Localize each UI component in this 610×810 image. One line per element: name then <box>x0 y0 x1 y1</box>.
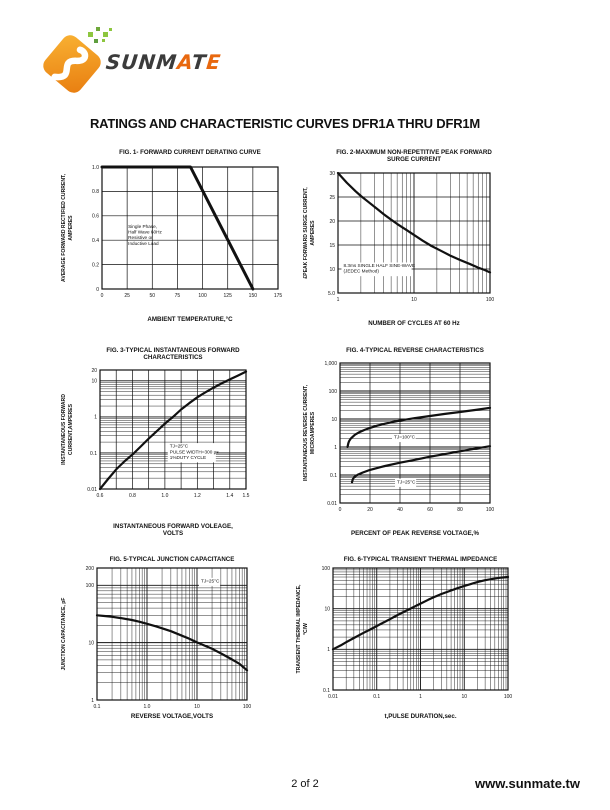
svg-text:CHARACTERISTICS: CHARACTERISTICS <box>143 354 203 361</box>
svg-text:Half Wave 60Hz: Half Wave 60Hz <box>128 229 162 235</box>
svg-text:125: 125 <box>223 293 232 299</box>
fig6-chart-svg <box>293 552 530 722</box>
svg-text:TJ=25°C: TJ=25°C <box>200 578 220 584</box>
svg-text:£PEAK FORWARD SURGE CURRENT,: £PEAK FORWARD SURGE CURRENT, <box>303 187 309 279</box>
svg-text:0.6: 0.6 <box>96 493 104 499</box>
svg-text:10: 10 <box>194 704 200 710</box>
svg-text:100: 100 <box>485 507 495 513</box>
svg-text:0.8: 0.8 <box>128 493 136 499</box>
fig1-chart-svg <box>58 145 296 325</box>
brand-letter: A <box>176 50 194 74</box>
svg-text:AMPERES: AMPERES <box>310 220 316 246</box>
fig5-chart-svg <box>58 552 296 722</box>
figure-5-junction-capacitance-chart <box>58 552 296 727</box>
brand-letter: E <box>205 50 223 74</box>
svg-text:30: 30 <box>329 170 335 177</box>
svg-text:10: 10 <box>324 606 330 613</box>
svg-text:20: 20 <box>329 218 335 225</box>
svg-text:100: 100 <box>198 293 207 299</box>
svg-text:75: 75 <box>174 293 181 299</box>
sunmate-logo <box>36 24 256 104</box>
figure-2-peak-forward-surge-current-chart <box>300 145 512 334</box>
svg-text:10: 10 <box>461 694 468 700</box>
svg-text:VOLTS: VOLTS <box>162 530 184 537</box>
svg-text:FIG. 6-TYPICAL TRANSIENT THERM: FIG. 6-TYPICAL TRANSIENT THERMAL IMPEDANCE <box>343 556 498 563</box>
brand-letter: M <box>155 50 179 74</box>
svg-text:1: 1 <box>336 297 340 303</box>
svg-text:1: 1 <box>91 697 94 704</box>
svg-text:FIG. 3-TYPICAL INSTANTANEOUS F: FIG. 3-TYPICAL INSTANTANEOUS FORWARD <box>106 347 240 354</box>
svg-text:0.1: 0.1 <box>323 687 330 694</box>
svg-text:1.4: 1.4 <box>226 493 234 499</box>
svg-text:Single Phase,: Single Phase, <box>128 224 158 229</box>
svg-text:FIG. 1- FORWARD CURRENT DERATI: FIG. 1- FORWARD CURRENT DERATING CURVE <box>119 149 261 156</box>
logo-green-pixels-icon <box>88 27 112 43</box>
svg-text:20: 20 <box>367 507 373 513</box>
svg-text:SURGE CURRENT: SURGE CURRENT <box>387 156 441 163</box>
svg-text:TJ=100°C: TJ=100°C <box>394 434 416 440</box>
sunmate-wordmark <box>105 50 223 74</box>
svg-text:10: 10 <box>329 266 335 273</box>
figure-6-transient-thermal-impedance-chart <box>293 552 530 727</box>
svg-text:1%DUTY CYCLE: 1%DUTY CYCLE <box>169 454 207 460</box>
svg-text:INSTANTANEOUS FORWARD VOLEAGE,: INSTANTANEOUS FORWARD VOLEAGE, <box>113 523 233 530</box>
svg-text:150: 150 <box>248 293 258 299</box>
svg-text:AVERAGE FORWARD RECTIFIED CURR: AVERAGE FORWARD RECTIFIED CURRENT, <box>61 174 67 282</box>
website-url: www.sunmate.tw <box>475 776 580 791</box>
svg-text:0.8: 0.8 <box>92 189 99 196</box>
svg-text:1.0: 1.0 <box>161 493 169 499</box>
svg-text:CURRENT,AMPERES: CURRENT,AMPERES <box>68 404 74 455</box>
svg-text:5.0: 5.0 <box>328 290 335 297</box>
svg-text:1: 1 <box>419 694 422 700</box>
svg-text:0: 0 <box>100 293 104 299</box>
svg-text:AMBIENT TEMPERATURE,°C: AMBIENT TEMPERATURE,°C <box>147 316 233 323</box>
svg-text:FIG. 2-MAXIMUM NON-REPETITIVE: FIG. 2-MAXIMUM NON-REPETITIVE PEAK FORWARD <box>336 149 492 156</box>
svg-text:10: 10 <box>88 640 94 647</box>
svg-text:0.01: 0.01 <box>328 694 338 700</box>
svg-text:PERCENT OF PEAK REVERSE VOLTAG: PERCENT OF PEAK REVERSE VOLTAGE,% <box>350 530 480 537</box>
svg-text:8.3ms SINGLE HALF SINE-WAVE: 8.3ms SINGLE HALF SINE-WAVE <box>343 263 416 269</box>
brand-letter: N <box>137 50 158 74</box>
brand-letter: S <box>104 50 123 74</box>
svg-text:AMPERES: AMPERES <box>68 215 74 241</box>
svg-text:200: 200 <box>85 565 94 572</box>
svg-text:PULSE WIDTH=300 μs: PULSE WIDTH=300 μs <box>169 449 219 455</box>
fig3-chart-svg <box>58 343 296 539</box>
svg-text:100: 100 <box>321 565 330 572</box>
svg-text:1.2: 1.2 <box>193 493 201 499</box>
svg-text:1: 1 <box>327 647 330 654</box>
svg-text:40: 40 <box>397 507 403 513</box>
svg-text:100: 100 <box>503 694 513 700</box>
svg-text:0.2: 0.2 <box>92 262 99 269</box>
svg-text:25: 25 <box>329 194 335 201</box>
svg-text:175: 175 <box>273 293 283 299</box>
svg-text:10: 10 <box>91 378 97 385</box>
svg-text:0.1: 0.1 <box>90 450 97 457</box>
svg-text:100: 100 <box>242 704 252 710</box>
svg-text:0.1: 0.1 <box>373 694 381 700</box>
svg-text:REVERSE VOLTAGE,VOLTS: REVERSE VOLTAGE,VOLTS <box>130 713 214 720</box>
svg-text:0.6: 0.6 <box>92 213 99 220</box>
svg-text:INSTANTANEOUS FORWARD: INSTANTANEOUS FORWARD <box>61 394 67 465</box>
svg-text:0: 0 <box>96 286 99 293</box>
svg-text:Inductive Load: Inductive Load <box>128 240 159 246</box>
svg-text:1: 1 <box>94 414 97 421</box>
svg-text:0.1: 0.1 <box>330 472 337 479</box>
svg-text:TJ=25°C: TJ=25°C <box>169 443 189 449</box>
svg-text:100: 100 <box>328 388 337 395</box>
svg-text:1.0: 1.0 <box>143 704 151 710</box>
fig2-chart-svg <box>300 145 512 329</box>
svg-text:0: 0 <box>338 507 342 513</box>
page-number: 2 of 2 <box>291 778 319 790</box>
svg-text:1.0: 1.0 <box>92 164 99 171</box>
svg-text:10: 10 <box>331 416 337 423</box>
svg-text:0.4: 0.4 <box>92 238 99 244</box>
svg-text:t,PULSE DURATION,sec.: t,PULSE DURATION,sec. <box>384 713 457 720</box>
svg-text:60: 60 <box>427 507 433 513</box>
brand-letter: U <box>120 50 140 74</box>
svg-text:TJ=25°C: TJ=25°C <box>397 479 416 485</box>
svg-text:FIG. 4-TYPICAL REVERSE CHARACT: FIG. 4-TYPICAL REVERSE CHARACTERISTICS <box>346 347 484 354</box>
svg-text:Resistive or: Resistive or <box>128 235 153 241</box>
svg-text:FIG. 5-TYPICAL JUNCTION CAPACI: FIG. 5-TYPICAL JUNCTION CAPACITANCE <box>109 556 235 563</box>
svg-text:80: 80 <box>457 507 463 513</box>
page-title: RATINGS AND CHARACTERISTIC CURVES DFR1A THRU DFR1M <box>89 116 481 131</box>
fig4-chart-svg <box>300 343 512 539</box>
figure-4-reverse-characteristics-chart <box>300 343 512 544</box>
svg-text:1: 1 <box>334 444 337 451</box>
svg-text:TRANSIENT THERMAL IMPEDANCE,: TRANSIENT THERMAL IMPEDANCE, <box>296 584 302 674</box>
svg-text:0.1: 0.1 <box>93 704 101 710</box>
svg-text:100: 100 <box>85 583 94 590</box>
svg-text:20: 20 <box>91 367 97 374</box>
svg-text:10: 10 <box>411 297 417 303</box>
svg-text:25: 25 <box>124 293 130 299</box>
svg-text:JUNCTION CAPACITANCE, pF: JUNCTION CAPACITANCE, pF <box>61 597 67 671</box>
svg-text:0.01: 0.01 <box>327 500 337 507</box>
figure-3-instantaneous-forward-characteristics-chart <box>58 343 296 544</box>
svg-text:0.01: 0.01 <box>87 486 97 493</box>
svg-text:1,000: 1,000 <box>324 360 337 367</box>
svg-text:(JEDEC Method): (JEDEC Method) <box>343 268 379 274</box>
figure-1-forward-current-derating-chart <box>58 145 296 330</box>
svg-text:MICROAMPERES: MICROAMPERES <box>310 411 316 455</box>
svg-text:INSTANTANEOUS REVERSE CURRENT,: INSTANTANEOUS REVERSE CURRENT, <box>303 384 309 482</box>
svg-text:100: 100 <box>485 297 495 303</box>
brand-letter: T <box>190 50 208 74</box>
svg-text:15: 15 <box>329 242 335 249</box>
svg-text:°C/W: °C/W <box>303 623 309 635</box>
svg-text:1.5: 1.5 <box>242 493 250 499</box>
svg-text:50: 50 <box>149 293 156 299</box>
svg-text:NUMBER OF CYCLES AT 60 Hz: NUMBER OF CYCLES AT 60 Hz <box>368 320 460 327</box>
